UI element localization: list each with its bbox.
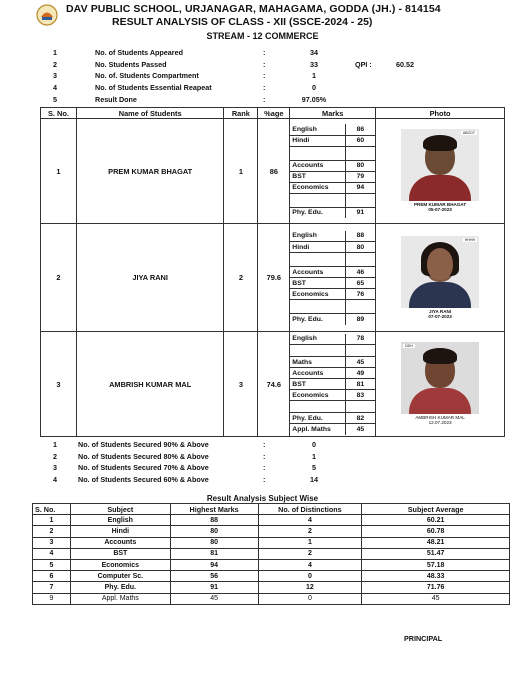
secured-num: 2 bbox=[53, 452, 57, 461]
subject-sno: 4 bbox=[33, 548, 71, 559]
subject-highest: 91 bbox=[170, 582, 258, 593]
summary-label: No. of Students Essential Reapeat bbox=[95, 83, 212, 92]
stream-title: STREAM - 12 COMMERCE bbox=[206, 31, 319, 41]
marks-row bbox=[290, 357, 375, 368]
photo-caption: AMBRISH KUMAR MAL 12.07.2023 bbox=[401, 414, 479, 426]
summary-num: 5 bbox=[53, 95, 57, 104]
marks-list bbox=[290, 231, 375, 325]
secured-colon: : bbox=[263, 463, 266, 472]
marks-subject: Hindi bbox=[290, 242, 345, 253]
subject-distinctions: 2 bbox=[258, 548, 362, 559]
topper-sno: 2 bbox=[41, 224, 77, 332]
secured-colon: : bbox=[263, 452, 266, 461]
subject-name: Phy. Edu. bbox=[70, 582, 170, 593]
summary-colon: : bbox=[263, 95, 266, 104]
marks-row bbox=[290, 124, 375, 135]
col-photo: Photo bbox=[376, 108, 505, 119]
subject-average: 57.18 bbox=[362, 559, 510, 570]
marks-score: 65 bbox=[345, 278, 375, 289]
topper-pct: 86 bbox=[258, 119, 290, 224]
marks-row bbox=[290, 242, 375, 253]
subject-row bbox=[33, 515, 510, 526]
subject-sno: 1 bbox=[33, 515, 71, 526]
topper-name: AMBRISH KUMAR MAL bbox=[76, 332, 224, 437]
photo-tag: HHHH bbox=[464, 237, 476, 242]
summary-colon: : bbox=[263, 83, 266, 92]
topper-marks bbox=[290, 119, 376, 224]
subject-distinctions: 1 bbox=[258, 537, 362, 548]
topper-name: PREM KUMAR BHAGAT bbox=[76, 119, 224, 224]
qpi-label: QPI : bbox=[355, 60, 372, 69]
col-subject: Subject bbox=[70, 504, 170, 515]
topper-photo bbox=[401, 342, 479, 426]
marks-subject: Hindi bbox=[290, 135, 345, 146]
marks-row bbox=[290, 171, 375, 182]
marks-list bbox=[290, 334, 375, 435]
marks-subject: BST bbox=[290, 379, 345, 390]
marks-score: 94 bbox=[345, 182, 375, 193]
topper-rank: 3 bbox=[224, 332, 258, 437]
col-sno: S. No. bbox=[41, 108, 77, 119]
summary-label: No. of Students Appeared bbox=[95, 48, 183, 57]
subject-average: 48.33 bbox=[362, 571, 510, 582]
marks-row bbox=[290, 379, 375, 390]
marks-score: 45 bbox=[345, 424, 375, 435]
summary-label: No. Students Passed bbox=[95, 60, 167, 69]
topper-row bbox=[41, 119, 505, 224]
subject-wise-table bbox=[32, 503, 510, 605]
subject-sno: 7 bbox=[33, 582, 71, 593]
subject-average: 45 bbox=[362, 593, 510, 604]
secured-colon: : bbox=[263, 440, 266, 449]
marks-subject: Appl. Maths bbox=[292, 425, 331, 433]
toppers-header-row bbox=[41, 108, 505, 119]
marks-score: 81 bbox=[345, 379, 375, 390]
topper-sno: 3 bbox=[41, 332, 77, 437]
subject-highest: 94 bbox=[170, 559, 258, 570]
subject-highest: 80 bbox=[170, 526, 258, 537]
subject-name: Hindi bbox=[70, 526, 170, 537]
summary-value: 97.05% bbox=[301, 95, 327, 104]
marks-subject: Accounts bbox=[290, 368, 345, 379]
subject-highest: 80 bbox=[170, 537, 258, 548]
summary-value: 33 bbox=[310, 60, 318, 69]
topper-photo-cell bbox=[376, 224, 505, 332]
marks-row bbox=[290, 267, 375, 278]
marks-row bbox=[290, 135, 375, 146]
col-distinctions: No. of Distinctions bbox=[258, 504, 362, 515]
marks-subject: BST bbox=[290, 278, 345, 289]
marks-subject: English bbox=[290, 231, 345, 242]
col-highest: Highest Marks bbox=[170, 504, 258, 515]
summary-value: 34 bbox=[310, 48, 318, 57]
subject-distinctions: 4 bbox=[258, 515, 362, 526]
marks-row bbox=[290, 160, 375, 171]
marks-row bbox=[290, 207, 375, 218]
subject-highest: 45 bbox=[170, 593, 258, 604]
secured-value: 1 bbox=[312, 452, 316, 461]
marks-score: 83 bbox=[345, 390, 375, 401]
secured-num: 1 bbox=[53, 440, 57, 449]
subject-row bbox=[33, 593, 510, 604]
summary-num: 1 bbox=[53, 48, 57, 57]
subject-row bbox=[33, 582, 510, 593]
marks-score: 86 bbox=[345, 124, 375, 135]
subject-row bbox=[33, 559, 510, 570]
topper-photo-cell bbox=[376, 332, 505, 437]
marks-score: 60 bbox=[345, 135, 375, 146]
topper-pct: 74.6 bbox=[258, 332, 290, 437]
secured-label: No. of Students Secured 70% & Above bbox=[78, 463, 209, 472]
subject-highest: 56 bbox=[170, 571, 258, 582]
summary-value: 1 bbox=[312, 71, 316, 80]
topper-photo-cell bbox=[376, 119, 505, 224]
secured-value: 5 bbox=[312, 463, 316, 472]
marks-row bbox=[290, 334, 375, 345]
subject-average: 51.47 bbox=[362, 548, 510, 559]
subject-sno: 3 bbox=[33, 537, 71, 548]
subject-name: English bbox=[70, 515, 170, 526]
marks-row bbox=[290, 314, 375, 325]
marks-subject: Phy. Edu. bbox=[290, 413, 345, 424]
col-name: Name of Students bbox=[76, 108, 224, 119]
topper-marks bbox=[290, 224, 376, 332]
summary-num: 3 bbox=[53, 71, 57, 80]
summary-num: 2 bbox=[53, 60, 57, 69]
subject-row bbox=[33, 526, 510, 537]
photo-tag: DDH bbox=[405, 344, 413, 348]
marks-subject: English bbox=[290, 334, 345, 345]
col-average: Subject Average bbox=[362, 504, 510, 515]
marks-row bbox=[290, 193, 375, 207]
col-pct: %age bbox=[258, 108, 290, 119]
photo-tag: ABCDT bbox=[462, 131, 476, 135]
topper-rank: 1 bbox=[224, 119, 258, 224]
subject-average: 48.21 bbox=[362, 537, 510, 548]
dav-emblem-icon bbox=[36, 4, 58, 26]
marks-score: 82 bbox=[345, 413, 375, 424]
subject-name: BST bbox=[70, 548, 170, 559]
photo-caption: PREM KUMAR BHAGAT 05-07-2023 bbox=[401, 201, 479, 213]
marks-score: 49 bbox=[345, 368, 375, 379]
school-logo bbox=[36, 4, 58, 26]
secured-colon: : bbox=[263, 475, 266, 484]
marks-subject: English bbox=[290, 124, 345, 135]
marks-score: 46 bbox=[345, 267, 375, 278]
subject-sno: 6 bbox=[33, 571, 71, 582]
summary-label: No. of. Students Compartment bbox=[95, 71, 199, 80]
subject-average: 60.78 bbox=[362, 526, 510, 537]
secured-num: 3 bbox=[53, 463, 57, 472]
marks-score: 89 bbox=[345, 314, 375, 325]
marks-subject: Accounts bbox=[290, 267, 345, 278]
marks-score: 79 bbox=[345, 171, 375, 182]
secured-value: 0 bbox=[312, 440, 316, 449]
subject-name: Economics bbox=[70, 559, 170, 570]
marks-row bbox=[290, 182, 375, 193]
col-sno: S. No. bbox=[33, 504, 71, 515]
subject-row bbox=[33, 548, 510, 559]
subject-row bbox=[33, 571, 510, 582]
marks-row bbox=[290, 231, 375, 242]
photo-caption: JIYA RANI 07-07-2023 bbox=[401, 308, 479, 320]
col-marks: Marks bbox=[290, 108, 376, 119]
marks-score: 78 bbox=[345, 334, 375, 345]
school-name: DAV PUBLIC SCHOOL, URJANAGAR, MAHAGAMA, GODDA (JH.) - 814154 bbox=[66, 3, 441, 15]
marks-score: 80 bbox=[345, 242, 375, 253]
subject-sno: 5 bbox=[33, 559, 71, 570]
marks-row bbox=[290, 368, 375, 379]
marks-row bbox=[290, 401, 375, 413]
toppers-table bbox=[40, 107, 505, 437]
qpi-value: 60.52 bbox=[396, 60, 414, 69]
marks-row bbox=[290, 289, 375, 300]
subject-wise-title: Result Analysis Subject Wise bbox=[206, 494, 319, 503]
marks-subject: Economics bbox=[290, 390, 345, 401]
subject-header-row bbox=[33, 504, 510, 515]
summary-colon: : bbox=[263, 71, 266, 80]
marks-row bbox=[290, 278, 375, 289]
marks-score: 45 bbox=[345, 357, 375, 368]
summary-label: Result Done bbox=[95, 95, 137, 104]
secured-value: 14 bbox=[310, 475, 318, 484]
subject-distinctions: 12 bbox=[258, 582, 362, 593]
secured-label: No. of Students Secured 60% & Above bbox=[78, 475, 209, 484]
subject-highest: 81 bbox=[170, 548, 258, 559]
subject-row bbox=[33, 537, 510, 548]
marks-row bbox=[290, 345, 375, 357]
marks-score: 91 bbox=[345, 207, 375, 218]
marks-score: 88 bbox=[345, 231, 375, 242]
marks-row bbox=[290, 390, 375, 401]
marks-subject: Phy. Edu. bbox=[290, 207, 345, 218]
subject-average: 71.76 bbox=[362, 582, 510, 593]
subject-name: Appl. Maths bbox=[70, 593, 170, 604]
marks-row bbox=[290, 424, 375, 435]
summary-colon: : bbox=[263, 60, 266, 69]
marks-row bbox=[290, 300, 375, 314]
marks-row bbox=[290, 253, 375, 267]
summary-colon: : bbox=[263, 48, 266, 57]
marks-subject: Accounts bbox=[290, 160, 345, 171]
analysis-title: RESULT ANALYSIS OF CLASS - XII (SSCE-2024 - 25) bbox=[112, 16, 373, 28]
principal-signature-label: PRINCIPAL bbox=[404, 634, 443, 643]
subject-highest: 88 bbox=[170, 515, 258, 526]
secured-num: 4 bbox=[53, 475, 57, 484]
marks-score: 80 bbox=[345, 160, 375, 171]
topper-photo bbox=[401, 129, 479, 213]
secured-label: No. of Students Secured 80% & Above bbox=[78, 452, 209, 461]
subject-sno: 9 bbox=[33, 593, 71, 604]
marks-row bbox=[290, 146, 375, 160]
topper-rank: 2 bbox=[224, 224, 258, 332]
subject-name: Computer Sc. bbox=[70, 571, 170, 582]
topper-pct: 79.6 bbox=[258, 224, 290, 332]
topper-name: JIYA RANI bbox=[76, 224, 224, 332]
subject-distinctions: 0 bbox=[258, 593, 362, 604]
marks-row bbox=[290, 413, 375, 424]
subject-distinctions: 0 bbox=[258, 571, 362, 582]
topper-sno: 1 bbox=[41, 119, 77, 224]
topper-marks bbox=[290, 332, 376, 437]
summary-value: 0 bbox=[312, 83, 316, 92]
secured-label: No. of Students Secured 90% & Above bbox=[78, 440, 209, 449]
marks-subject: Phy. Edu. bbox=[290, 314, 345, 325]
marks-subject: Economics bbox=[290, 182, 345, 193]
topper-photo bbox=[401, 236, 479, 320]
subject-average: 60.21 bbox=[362, 515, 510, 526]
topper-row bbox=[41, 224, 505, 332]
marks-score: 76 bbox=[345, 289, 375, 300]
col-rank: Rank bbox=[224, 108, 258, 119]
subject-name: Accounts bbox=[70, 537, 170, 548]
summary-num: 4 bbox=[53, 83, 57, 92]
marks-subject: BST bbox=[290, 171, 345, 182]
marks-list bbox=[290, 124, 375, 218]
marks-subject: Economics bbox=[290, 289, 345, 300]
subject-distinctions: 2 bbox=[258, 526, 362, 537]
subject-distinctions: 4 bbox=[258, 559, 362, 570]
topper-row bbox=[41, 332, 505, 437]
subject-sno: 2 bbox=[33, 526, 71, 537]
marks-subject: Maths bbox=[290, 357, 345, 368]
